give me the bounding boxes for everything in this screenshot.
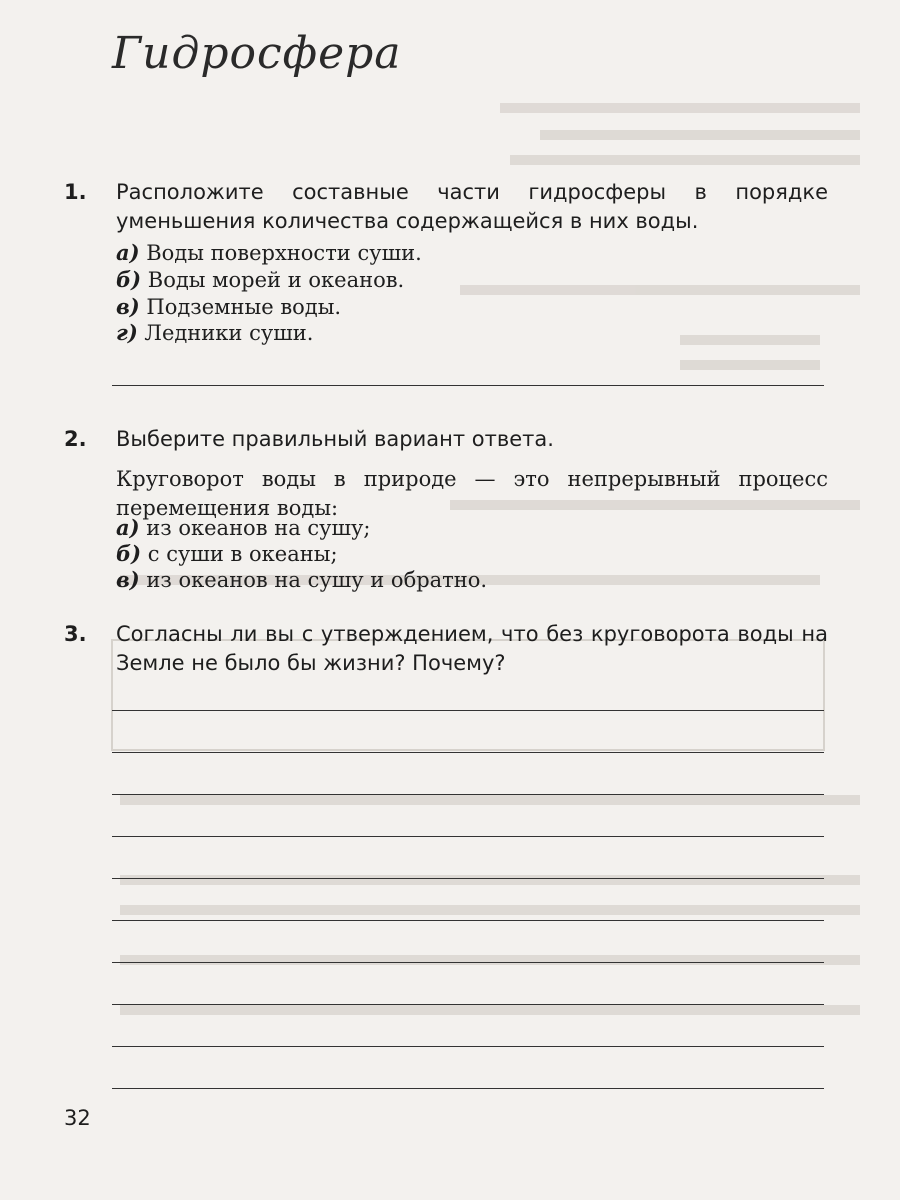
option-letter: б): [116, 541, 142, 566]
option-letter: б): [116, 267, 142, 292]
answer-line[interactable]: [112, 710, 824, 711]
question-1-option-b: [116, 265, 404, 295]
question-1-number: 1.: [64, 180, 87, 204]
option-letter: в): [116, 294, 140, 319]
question-3-text: Согласны ли вы с утверждением, что без круговорота воды на Земле не было бы жизни? Почему?: [116, 622, 828, 675]
answer-line[interactable]: [112, 385, 824, 386]
answer-line[interactable]: [112, 794, 824, 795]
page-number: 32: [64, 1106, 91, 1130]
answer-line[interactable]: [112, 1088, 824, 1089]
question-1-text: Расположите составные части гидросферы в порядке уменьшения количества содержащейся в них воды.: [116, 180, 828, 233]
option-text: из океанов на сушу и обратно.: [139, 568, 488, 592]
answer-line[interactable]: [112, 1004, 824, 1005]
question-2-text: Выберите правильный вариант ответа.: [116, 427, 554, 451]
answer-line[interactable]: [112, 920, 824, 921]
answer-line[interactable]: [112, 836, 824, 837]
question-2-stem: Круговорот воды в природе — это непрерывный процесс перемещения воды:: [116, 467, 828, 520]
option-text: Подземные воды.: [139, 295, 342, 319]
option-letter: в): [116, 567, 140, 592]
option-letter: а): [116, 240, 140, 265]
question-3-number: 3.: [64, 622, 87, 646]
answer-line[interactable]: [112, 962, 824, 963]
question-1-option-d: [116, 318, 313, 348]
option-text: Воды морей и океанов.: [141, 268, 405, 292]
page-title: Гидросфера: [112, 28, 402, 79]
option-letter: а): [116, 515, 140, 540]
option-text: Воды поверхности суши.: [139, 241, 422, 265]
answer-line[interactable]: [112, 878, 824, 879]
option-text: из океанов на сушу;: [139, 516, 371, 540]
answer-line[interactable]: [112, 752, 824, 753]
question-2-number: 2.: [64, 427, 87, 451]
answer-line[interactable]: [112, 1046, 824, 1047]
question-1-option-a: [116, 238, 422, 268]
option-text: с суши в океаны;: [141, 542, 338, 566]
question-2-option-c: [116, 565, 487, 595]
option-text: Ледники суши.: [137, 321, 314, 345]
option-letter: г): [116, 320, 138, 345]
